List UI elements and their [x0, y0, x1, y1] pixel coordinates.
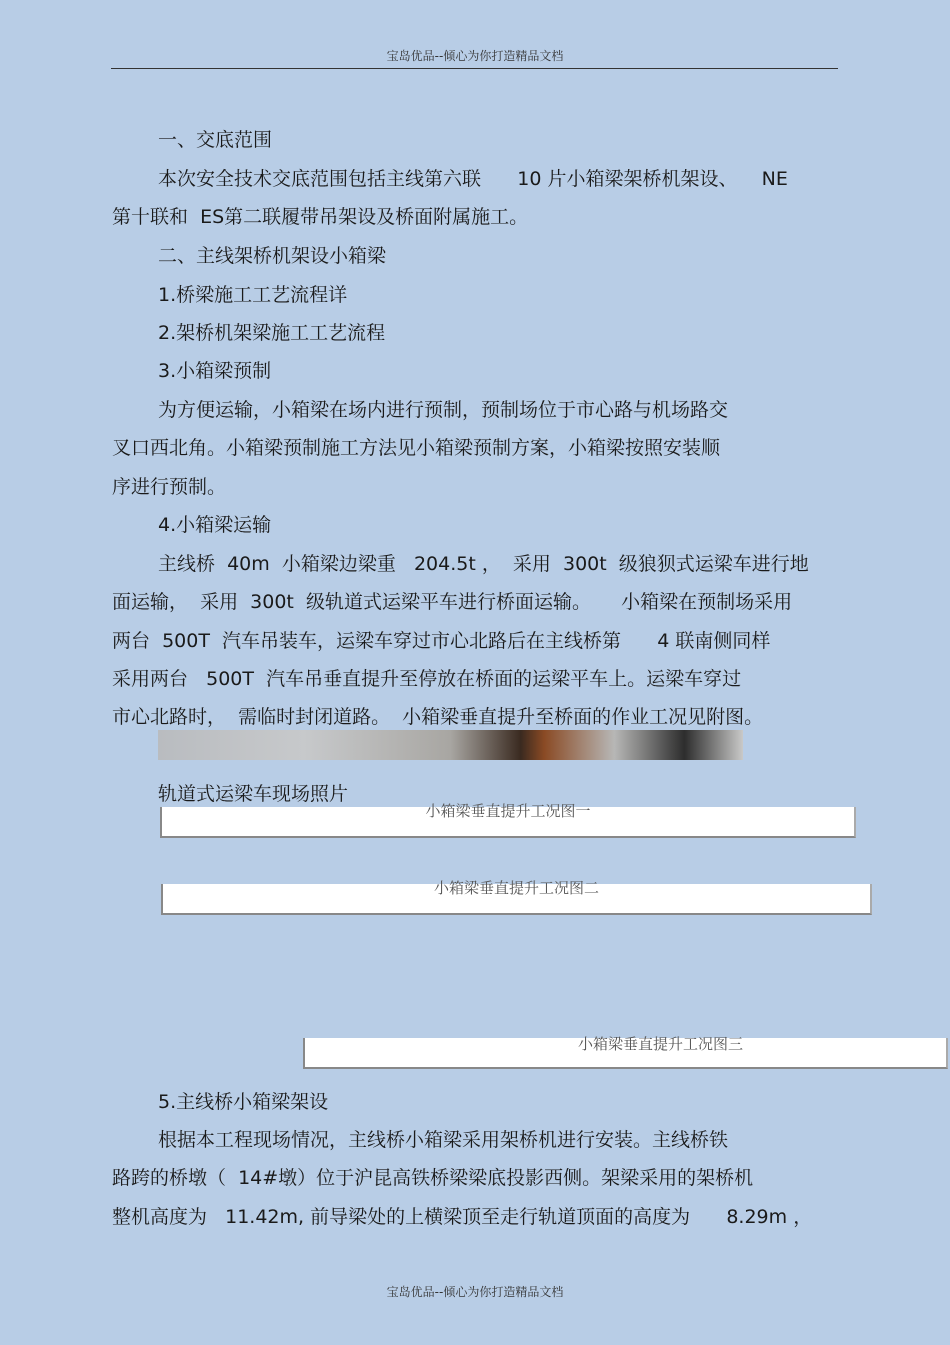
paragraph-line: 序进行预制。	[112, 476, 227, 498]
list-item-2: 2.架桥机架梁施工工艺流程	[158, 322, 386, 344]
site-photo	[158, 730, 743, 760]
list-item-3: 3.小箱梁预制	[158, 360, 272, 382]
section-1-heading: 一、交底范围	[158, 129, 273, 151]
figure-2-caption: 小箱梁垂直提升工况图二	[433, 879, 599, 897]
list-item-4: 4.小箱梁运输	[158, 514, 272, 536]
section-2-heading: 二、主线架桥机架设小箱梁	[158, 245, 387, 267]
paragraph-line: 两台 500T 汽车吊装车，运梁车穿过市心北路后在主线桥第 4 联南侧同样	[112, 630, 771, 652]
paragraph-line: 面运输， 采用 300t 级轨道式运梁平车进行桥面运输。 小箱梁在预制场采用	[112, 591, 793, 613]
paragraph-line: 采用两台 500T 汽车吊垂直提升至停放在桥面的运梁平车上。运梁车穿过	[112, 668, 742, 690]
paragraph-line: 整机高度为 11.42m, 前导梁处的上横梁顶至走行轨道顶面的高度为 8.29m ，	[112, 1206, 813, 1228]
paragraph-line: 市心北路时， 需临时封闭道路。 小箱梁垂直提升至桥面的作业工况见附图。	[112, 706, 764, 728]
paragraph-line: 为方便运输，小箱梁在场内进行预制，预制场位于市心路与机场路交	[158, 399, 729, 421]
figure-1-caption: 小箱梁垂直提升工况图一	[425, 802, 591, 820]
page-header: 宝岛优品--倾心为你打造精品文档	[386, 49, 564, 63]
paragraph-line: 第十联和 ES第二联履带吊架设及桥面附属施工。	[112, 206, 529, 228]
paragraph-line: 叉口西北角。小箱梁预制施工方法见小箱梁预制方案，小箱梁按照安装顺	[112, 437, 721, 459]
header-divider	[111, 68, 838, 69]
paragraph-line: 本次安全技术交底范围包括主线第六联 10 片小箱梁架桥机架设、 NE	[158, 168, 788, 190]
figure-2	[161, 879, 872, 915]
list-item-1: 1.桥梁施工工艺流程详	[158, 284, 348, 306]
figure-3	[303, 1035, 948, 1069]
figure-3-caption: 小箱梁垂直提升工况图三	[577, 1035, 743, 1053]
paragraph-line: 主线桥 40m 小箱梁边梁重 204.5t ， 采用 300t 级狼狈式运梁车进行地	[158, 553, 809, 575]
figure-1	[160, 802, 856, 838]
list-item-5: 5.主线桥小箱梁架设	[158, 1091, 329, 1113]
paragraph-line: 根据本工程现场情况，主线桥小箱梁采用架桥机进行安装。主线桥铁	[158, 1129, 729, 1151]
photo-caption: 轨道式运梁车现场照片	[158, 783, 349, 805]
paragraph-line: 路跨的桥墩（ 14#墩）位于沪昆高铁桥梁梁底投影西侧。架梁采用的架桥机	[112, 1167, 754, 1189]
page-footer: 宝岛优品--倾心为你打造精品文档	[386, 1285, 564, 1299]
